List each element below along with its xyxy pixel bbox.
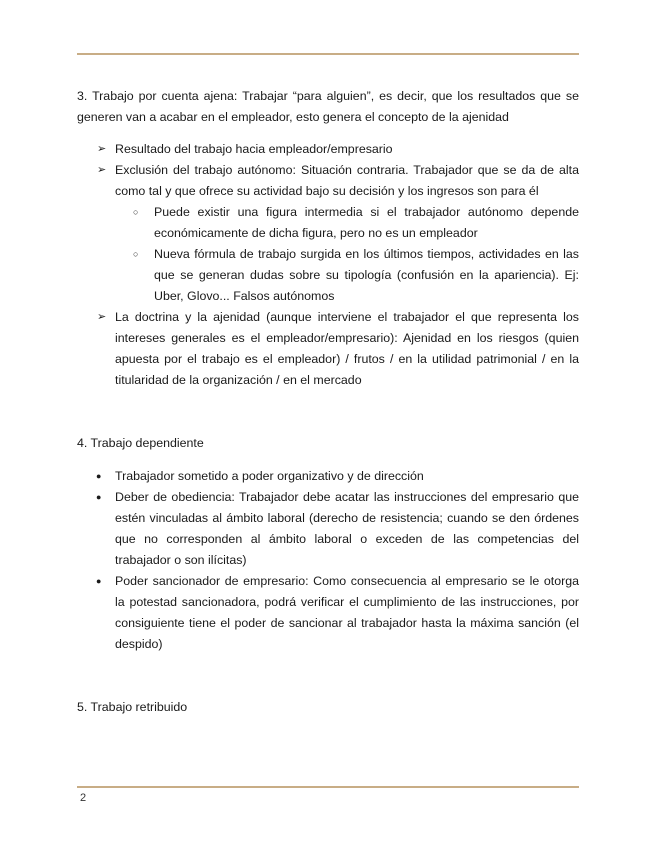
- list-item-text: Exclusión del trabajo autónomo: Situación contraria. Trabajador que se da de alta como tal y que ofrece su actividad bajo su decisión y los ingresos son para él: [115, 163, 579, 198]
- section-5-heading: 5. Trabajo retribuido: [77, 700, 188, 714]
- list-item-text: Deber de obediencia: Trabajador debe acatar las instrucciones del empresario que estén vinculadas al ámbito laboral (derecho de resistencia; cuando se den órdenes que no corresponden al ámbito laboral o exceden de las competencias del trabajador o son ilícitas): [115, 490, 579, 567]
- list-item: [77, 307, 579, 391]
- list-item: [77, 466, 579, 487]
- circle-bullet-icon: ○: [133, 207, 139, 217]
- section-4-heading: 4. Trabajo dependiente: [77, 436, 204, 450]
- list-item-text: Resultado del trabajo hacia empleador/empresario: [115, 142, 393, 156]
- page-content: [77, 86, 579, 718]
- list-item-text: La doctrina y la ajenidad (aunque interviene el trabajador el que representa los intereses generales es el empleador/empresario): Ajenidad en los riesgos (quien apuesta por el trabajo es el empleador) / frutos / en la utilidad patrimonial / en la titularidad de la organización / en el mercado: [115, 310, 579, 387]
- sub-list: [115, 202, 579, 307]
- circle-bullet-icon: ○: [133, 249, 139, 259]
- arrow-bullet-icon: ➢: [97, 311, 107, 323]
- header-rule: [77, 53, 579, 55]
- arrow-bullet-icon: ➢: [97, 143, 107, 155]
- footer-rule: [77, 786, 579, 788]
- section-3-intro: 3. Trabajo por cuenta ajena: Trabajar “para alguien”, es decir, que los resultados que se generen van a acabar en el empleador, esto genera el concepto de la ajenidad: [77, 89, 579, 124]
- list-item: [77, 160, 579, 307]
- sub-list-item-text: Puede existir una figura intermedia si el trabajador autónomo depende económicamente de dicha figura, pero no es un empleador: [154, 205, 579, 240]
- section-3-list: [77, 139, 579, 391]
- sub-list-item-text: Nueva fórmula de trabajo surgida en los últimos tiempos, actividades en las que se generan dudas sobre su tipología (confusión en la apariencia). Ej: Uber, Glovo... Falsos autónomos: [154, 247, 579, 303]
- list-item: [77, 571, 579, 655]
- dot-bullet-icon: ●: [96, 471, 102, 481]
- list-item: [77, 487, 579, 571]
- list-item-text: Poder sancionador de empresario: Como consecuencia al empresario se le otorga la potestad sancionadora, podrá verificar el cumplimiento de las instrucciones, por consiguiente tiene el poder de sancionar al trabajador hasta la máxima sanción (el despido): [115, 574, 579, 651]
- section-4-list: [77, 466, 579, 655]
- arrow-bullet-icon: ➢: [97, 164, 107, 176]
- sub-list-item: [115, 244, 579, 307]
- dot-bullet-icon: ●: [96, 492, 102, 502]
- sub-list-item: [115, 202, 579, 244]
- page-number: 2: [80, 792, 87, 804]
- dot-bullet-icon: ●: [96, 576, 102, 586]
- list-item-text: Trabajador sometido a poder organizativo y de dirección: [115, 469, 424, 483]
- list-item: [77, 139, 579, 160]
